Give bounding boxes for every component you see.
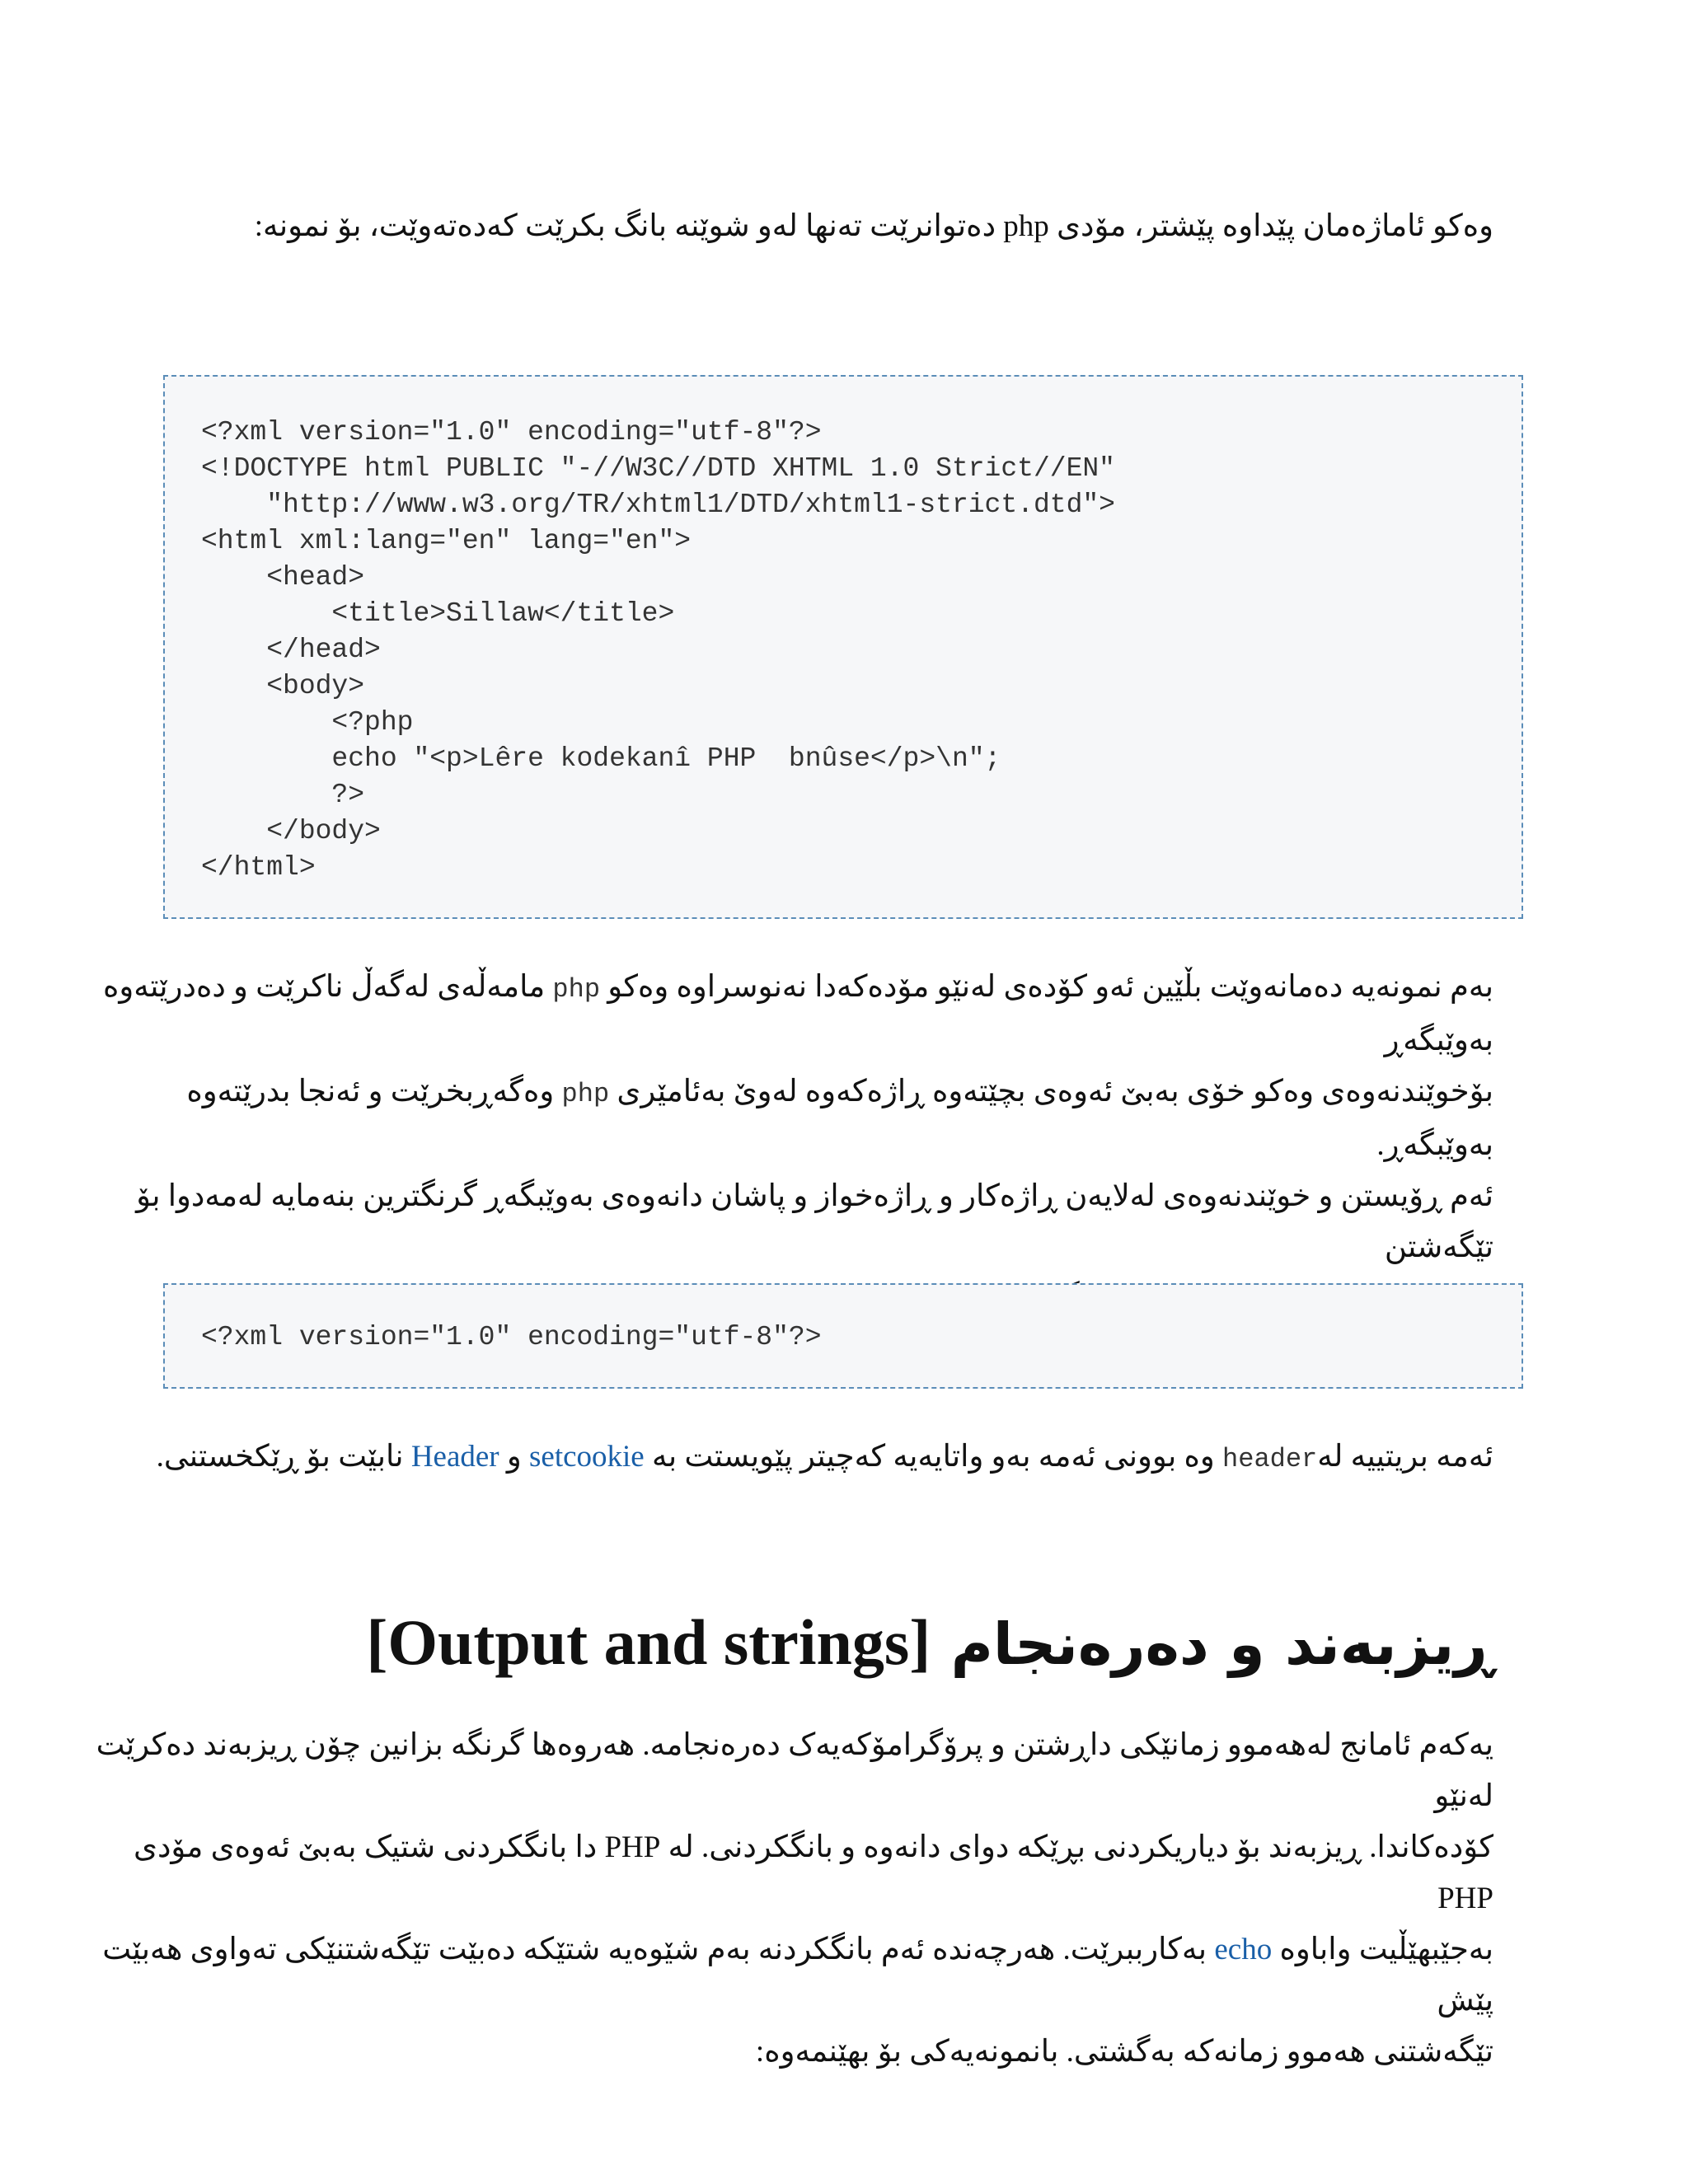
explanation-line-1: بەم نمونەیە دەمانەوێت بڵێین ئەو کۆدەی لەنێو مۆدەکەدا نەنوسراوە وەکو php مامەڵەی لەگەڵ ناکرێت و دەدرێتەوە بەوێبگەڕ <box>103 970 1493 1057</box>
intro-text-part1: وەکو ئاماژەمان پێداوە پێشتر، مۆدی <box>1057 209 1493 243</box>
output-paragraph <box>76 1720 1493 2078</box>
heading-kurdish: ڕیزبەند و دەرەنجام <box>950 1610 1493 1678</box>
intro-php-word: php <box>1003 209 1049 243</box>
section-heading <box>366 1605 1493 1681</box>
inline-code-php: php <box>561 1079 610 1109</box>
explanation-line-2: بۆخوێندنەوەی وەکو خۆی بەبێ ئەوەی بچێتەوە ڕاژەکەوە لەوێ بەئامێری php وەگەڕبخرێت و ئەنجا بدرێتەوە بەوێبگەڕ. <box>186 1075 1493 1162</box>
header-link[interactable]: Header <box>410 1440 499 1474</box>
inline-code-header: header <box>1222 1444 1318 1474</box>
output-line-3: بەجێبهێڵیت واباوە echo بەکارببرێت. هەرچەندە ئەم بانگکردنە بەم شێوەیە شتێکە دەبێت تێگەشتنێکی تەواوی هەبێت پێش <box>102 1933 1493 2018</box>
explanation-line-3: ئەم ڕۆیستن و خوێندنەوەی لەلایەن ڕاژەکار و ڕاژەخواز و پاشان دانەوەی بەوێبگەڕ گرنگترین بنەمایە لەمەدوا بۆ تێگەشتن <box>136 1179 1493 1264</box>
setcookie-link[interactable]: setcookie <box>529 1440 645 1474</box>
intro-paragraph <box>134 201 1493 252</box>
header-note-paragraph: ئەمە بریتییە لەheader وە بوونی ئەمە بەو واتایەیە کەچیتر پێویستت بە setcookie و Header نابێت بۆ ڕێکخستنی. <box>156 1440 1493 1474</box>
heading-latin: [Output and strings] <box>366 1606 931 1678</box>
code-block-xml-declaration <box>163 1283 1523 1389</box>
output-line-4: تێگەشتنی هەموو زمانەکە بەگشتی. بانمونەیەکی بۆ بهێنمەوە: <box>755 2035 1493 2069</box>
output-line-1: یەکەم ئامانج لەهەموو زمانێکی داڕشتن و پرۆگرامۆکەیەک دەرەنجامە. هەروەها گرنگە بزانین چۆن ڕیزبەند دەکرێت لەنێو <box>96 1728 1493 1813</box>
code-block-text: <?xml version="1.0" encoding="utf-8"?> <!DOCTYPE html PUBLIC "-//W3C//DTD XHTML 1.0 Strict//EN" "http://www.w3.org/TR/xhtml1/DTD/xhtml1-strict.dtd"> <html xml:lang="en" lang="en"> <head> <title>Sillaw</title> </head> <body> <?php echo "<p>Lêre kodekanî PHP bnûse</p>\n"; ?> </body> </html> <box>201 417 1115 883</box>
explanation-paragraph <box>92 962 1493 1324</box>
output-line-2: کۆدەکاندا. ڕیزبەند بۆ دیاریکردنی بڕێکە دوای دانەوە و بانگکردنی. لە PHP دا بانگکردنی شتیک بەبێ ئەوەی مۆدی PHP <box>134 1830 1493 1915</box>
intro-text-part2: دەتوانرێت تەنها لەو شوێنە بانگ بکرێت کەدەتەوێت، بۆ نمونە: <box>254 209 996 243</box>
echo-link[interactable]: echo <box>1214 1933 1273 1966</box>
code-block-text: <?xml version="1.0" encoding="utf-8"?> <box>201 1322 822 1352</box>
code-block-xhtml-example <box>163 375 1523 919</box>
inline-code-php: php <box>552 974 601 1005</box>
